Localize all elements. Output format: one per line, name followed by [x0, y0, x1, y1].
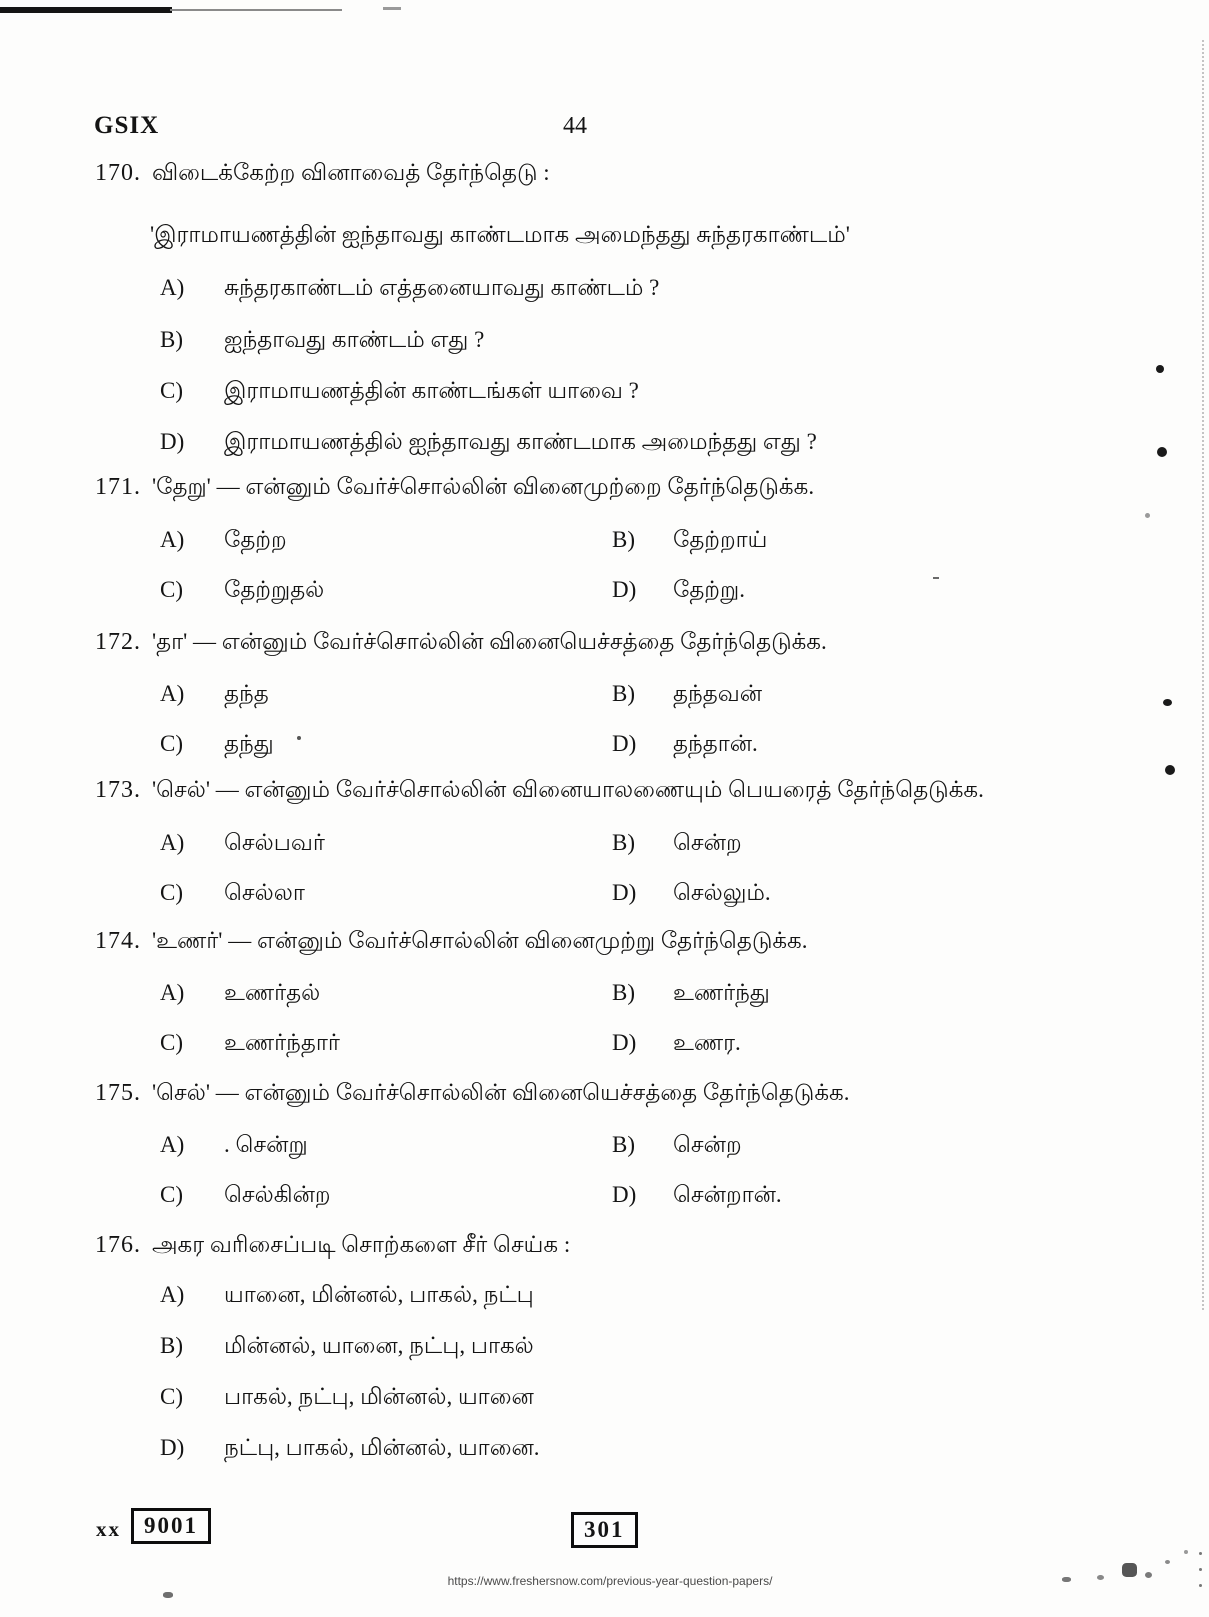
option-text: தந்தவன்	[673, 681, 763, 706]
scan-speck	[1199, 1568, 1202, 1571]
question-176-heading	[0, 1232, 1209, 1266]
question-text: 'செல்' — என்னும் வேர்ச்சொல்லின் வினையாலணையும் பெயரைத் தேர்ந்தெடுக்க.	[152, 777, 984, 802]
option-row	[0, 378, 1209, 410]
option-label: B)	[160, 1333, 183, 1358]
option-row	[0, 731, 1209, 763]
question-text: 'தா' — என்னும் வேர்ச்சொல்லின் வினையெச்சத்தை தேர்ந்தெடுக்க.	[152, 629, 827, 654]
option-label: B)	[612, 980, 635, 1005]
option-label: B)	[612, 527, 635, 552]
option-row	[0, 327, 1209, 359]
option-text: தேற்று.	[673, 577, 745, 602]
scan-speck	[1163, 699, 1172, 706]
footer-series-number-box: 301	[571, 1512, 638, 1548]
scan-artifact-line	[0, 7, 172, 13]
option-text: தந்தான்.	[673, 731, 758, 756]
question-170-heading	[0, 160, 1209, 194]
option-label: D)	[612, 880, 637, 905]
option-text: தந்த	[224, 681, 269, 706]
question-171-heading	[0, 474, 1209, 508]
question-number: 171.	[95, 474, 141, 500]
option-text: செல்கின்ற	[224, 1182, 331, 1207]
option-text: செல்லும்.	[673, 880, 771, 905]
option-label: D)	[612, 1030, 637, 1055]
scan-speck	[1145, 1572, 1152, 1578]
option-label: A)	[160, 830, 185, 855]
option-label: C)	[160, 1182, 183, 1207]
scan-artifact-edge-line	[1202, 40, 1204, 1310]
option-text: உணர்தல்	[224, 980, 321, 1005]
scan-speck	[1199, 1552, 1202, 1555]
scan-artifact-line	[170, 9, 342, 11]
scan-speck	[933, 577, 939, 579]
scan-speck	[1145, 513, 1150, 518]
option-label: C)	[160, 731, 183, 756]
question-170-quote: 'இராமாயணத்தின் ஐந்தாவது காண்டமாக அமைந்தது சுந்தரகாண்டம்'	[150, 222, 850, 247]
option-label: C)	[160, 577, 183, 602]
scan-speck	[1156, 365, 1164, 373]
option-label: C)	[160, 1384, 183, 1409]
scan-speck	[1097, 1575, 1104, 1580]
question-number: 172.	[95, 629, 141, 655]
scan-speck	[1122, 1563, 1137, 1577]
option-label: A)	[160, 681, 185, 706]
option-label: D)	[612, 731, 637, 756]
option-text: செல்லா	[224, 880, 305, 905]
option-row	[0, 1384, 1209, 1416]
option-row	[0, 429, 1209, 461]
option-label: C)	[160, 880, 183, 905]
scan-speck	[1062, 1577, 1071, 1582]
option-text: . சென்று	[224, 1132, 308, 1157]
option-label: D)	[612, 1182, 637, 1207]
option-label: A)	[160, 527, 185, 552]
option-text: மின்னல், யானை, நட்பு, பாகல்	[224, 1333, 534, 1358]
question-174-heading	[0, 928, 1209, 962]
question-text: விடைக்கேற்ற வினாவைத் தேர்ந்தெடு :	[152, 160, 550, 185]
option-text: ஐந்தாவது காண்டம் எது ?	[224, 327, 485, 352]
question-text: 'தேறு' — என்னும் வேர்ச்சொல்லின் வினைமுற்றை தேர்ந்தெடுக்க.	[152, 474, 815, 499]
scan-artifact-line	[383, 7, 401, 10]
option-label: A)	[160, 275, 185, 300]
question-text: அகர வரிசைப்படி சொற்களை சீர் செய்க :	[152, 1232, 571, 1257]
option-text: யானை, மின்னல், பாகல், நட்பு	[224, 1282, 534, 1307]
question-number: 170.	[95, 160, 141, 186]
option-row	[0, 830, 1209, 862]
option-row	[0, 1333, 1209, 1365]
option-text: தேற்றாய்	[673, 527, 768, 552]
scan-speck	[1165, 1560, 1170, 1564]
question-172-heading	[0, 629, 1209, 663]
option-text: நட்பு, பாகல், மின்னல், யானை.	[224, 1435, 540, 1460]
option-row	[0, 577, 1209, 609]
option-row	[0, 681, 1209, 713]
option-text: தந்து	[224, 731, 274, 756]
option-text: சென்றான்.	[673, 1182, 782, 1207]
option-label: A)	[160, 980, 185, 1005]
option-label: C)	[160, 1030, 183, 1055]
option-text: உணர்ந்து	[673, 980, 770, 1005]
scan-speck	[1184, 1550, 1188, 1554]
option-row	[0, 1435, 1209, 1467]
option-text: தேற்ற	[224, 527, 287, 552]
option-row	[0, 275, 1209, 307]
question-number: 174.	[95, 928, 141, 954]
option-label: B)	[612, 681, 635, 706]
option-row	[0, 980, 1209, 1012]
option-row	[0, 880, 1209, 912]
option-label: D)	[160, 1435, 185, 1460]
question-text: 'செல்' — என்னும் வேர்ச்சொல்லின் வினையெச்சத்தை தேர்ந்தெடுக்க.	[152, 1080, 850, 1105]
option-label: A)	[160, 1282, 185, 1307]
page-number: 44	[563, 113, 587, 139]
footer-set-code: xx	[96, 1517, 121, 1541]
scan-speck	[1199, 1584, 1202, 1587]
question-175-heading	[0, 1080, 1209, 1114]
option-label: D)	[612, 577, 637, 602]
option-text: சென்ற	[673, 830, 742, 855]
option-text: இராமாயணத்தின் காண்டங்கள் யாவை ?	[224, 378, 639, 403]
scan-speck	[1157, 447, 1167, 457]
option-text: தேற்றுதல்	[224, 577, 325, 602]
option-text: பாகல், நட்பு, மின்னல், யானை	[224, 1384, 534, 1409]
scan-speck	[163, 1592, 173, 1598]
option-row	[0, 1132, 1209, 1164]
option-text: இராமாயணத்தில் ஐந்தாவது காண்டமாக அமைந்தது எது ?	[224, 429, 817, 454]
option-text: சென்ற	[673, 1132, 742, 1157]
option-label: B)	[612, 830, 635, 855]
option-label: B)	[160, 327, 183, 352]
option-label: C)	[160, 378, 183, 403]
question-173-heading	[0, 777, 1209, 811]
option-row	[0, 1282, 1209, 1314]
footer-booklet-number-box: 9001	[131, 1508, 211, 1544]
option-label: B)	[612, 1132, 635, 1157]
question-number: 173.	[95, 777, 141, 803]
option-text: உணர.	[673, 1030, 741, 1055]
option-row	[0, 1030, 1209, 1062]
scan-speck	[1165, 765, 1175, 775]
option-row	[0, 1182, 1209, 1214]
option-text: சுந்தரகாண்டம் எத்தனையாவது காண்டம் ?	[224, 275, 660, 300]
scan-speck	[297, 736, 301, 740]
question-number: 176.	[95, 1232, 141, 1258]
option-text: செல்பவர்	[224, 830, 325, 855]
question-number: 175.	[95, 1080, 141, 1106]
question-text: 'உணர்' — என்னும் வேர்ச்சொல்லின் வினைமுற்று தேர்ந்தெடுக்க.	[152, 928, 808, 953]
option-label: A)	[160, 1132, 185, 1157]
option-text: உணர்ந்தார்	[224, 1030, 340, 1055]
option-label: D)	[160, 429, 185, 454]
option-row	[0, 527, 1209, 559]
watermark-url: https://www.freshersnow.com/previous-year-question-papers/	[447, 1574, 773, 1588]
document-code: GSIX	[94, 112, 160, 139]
